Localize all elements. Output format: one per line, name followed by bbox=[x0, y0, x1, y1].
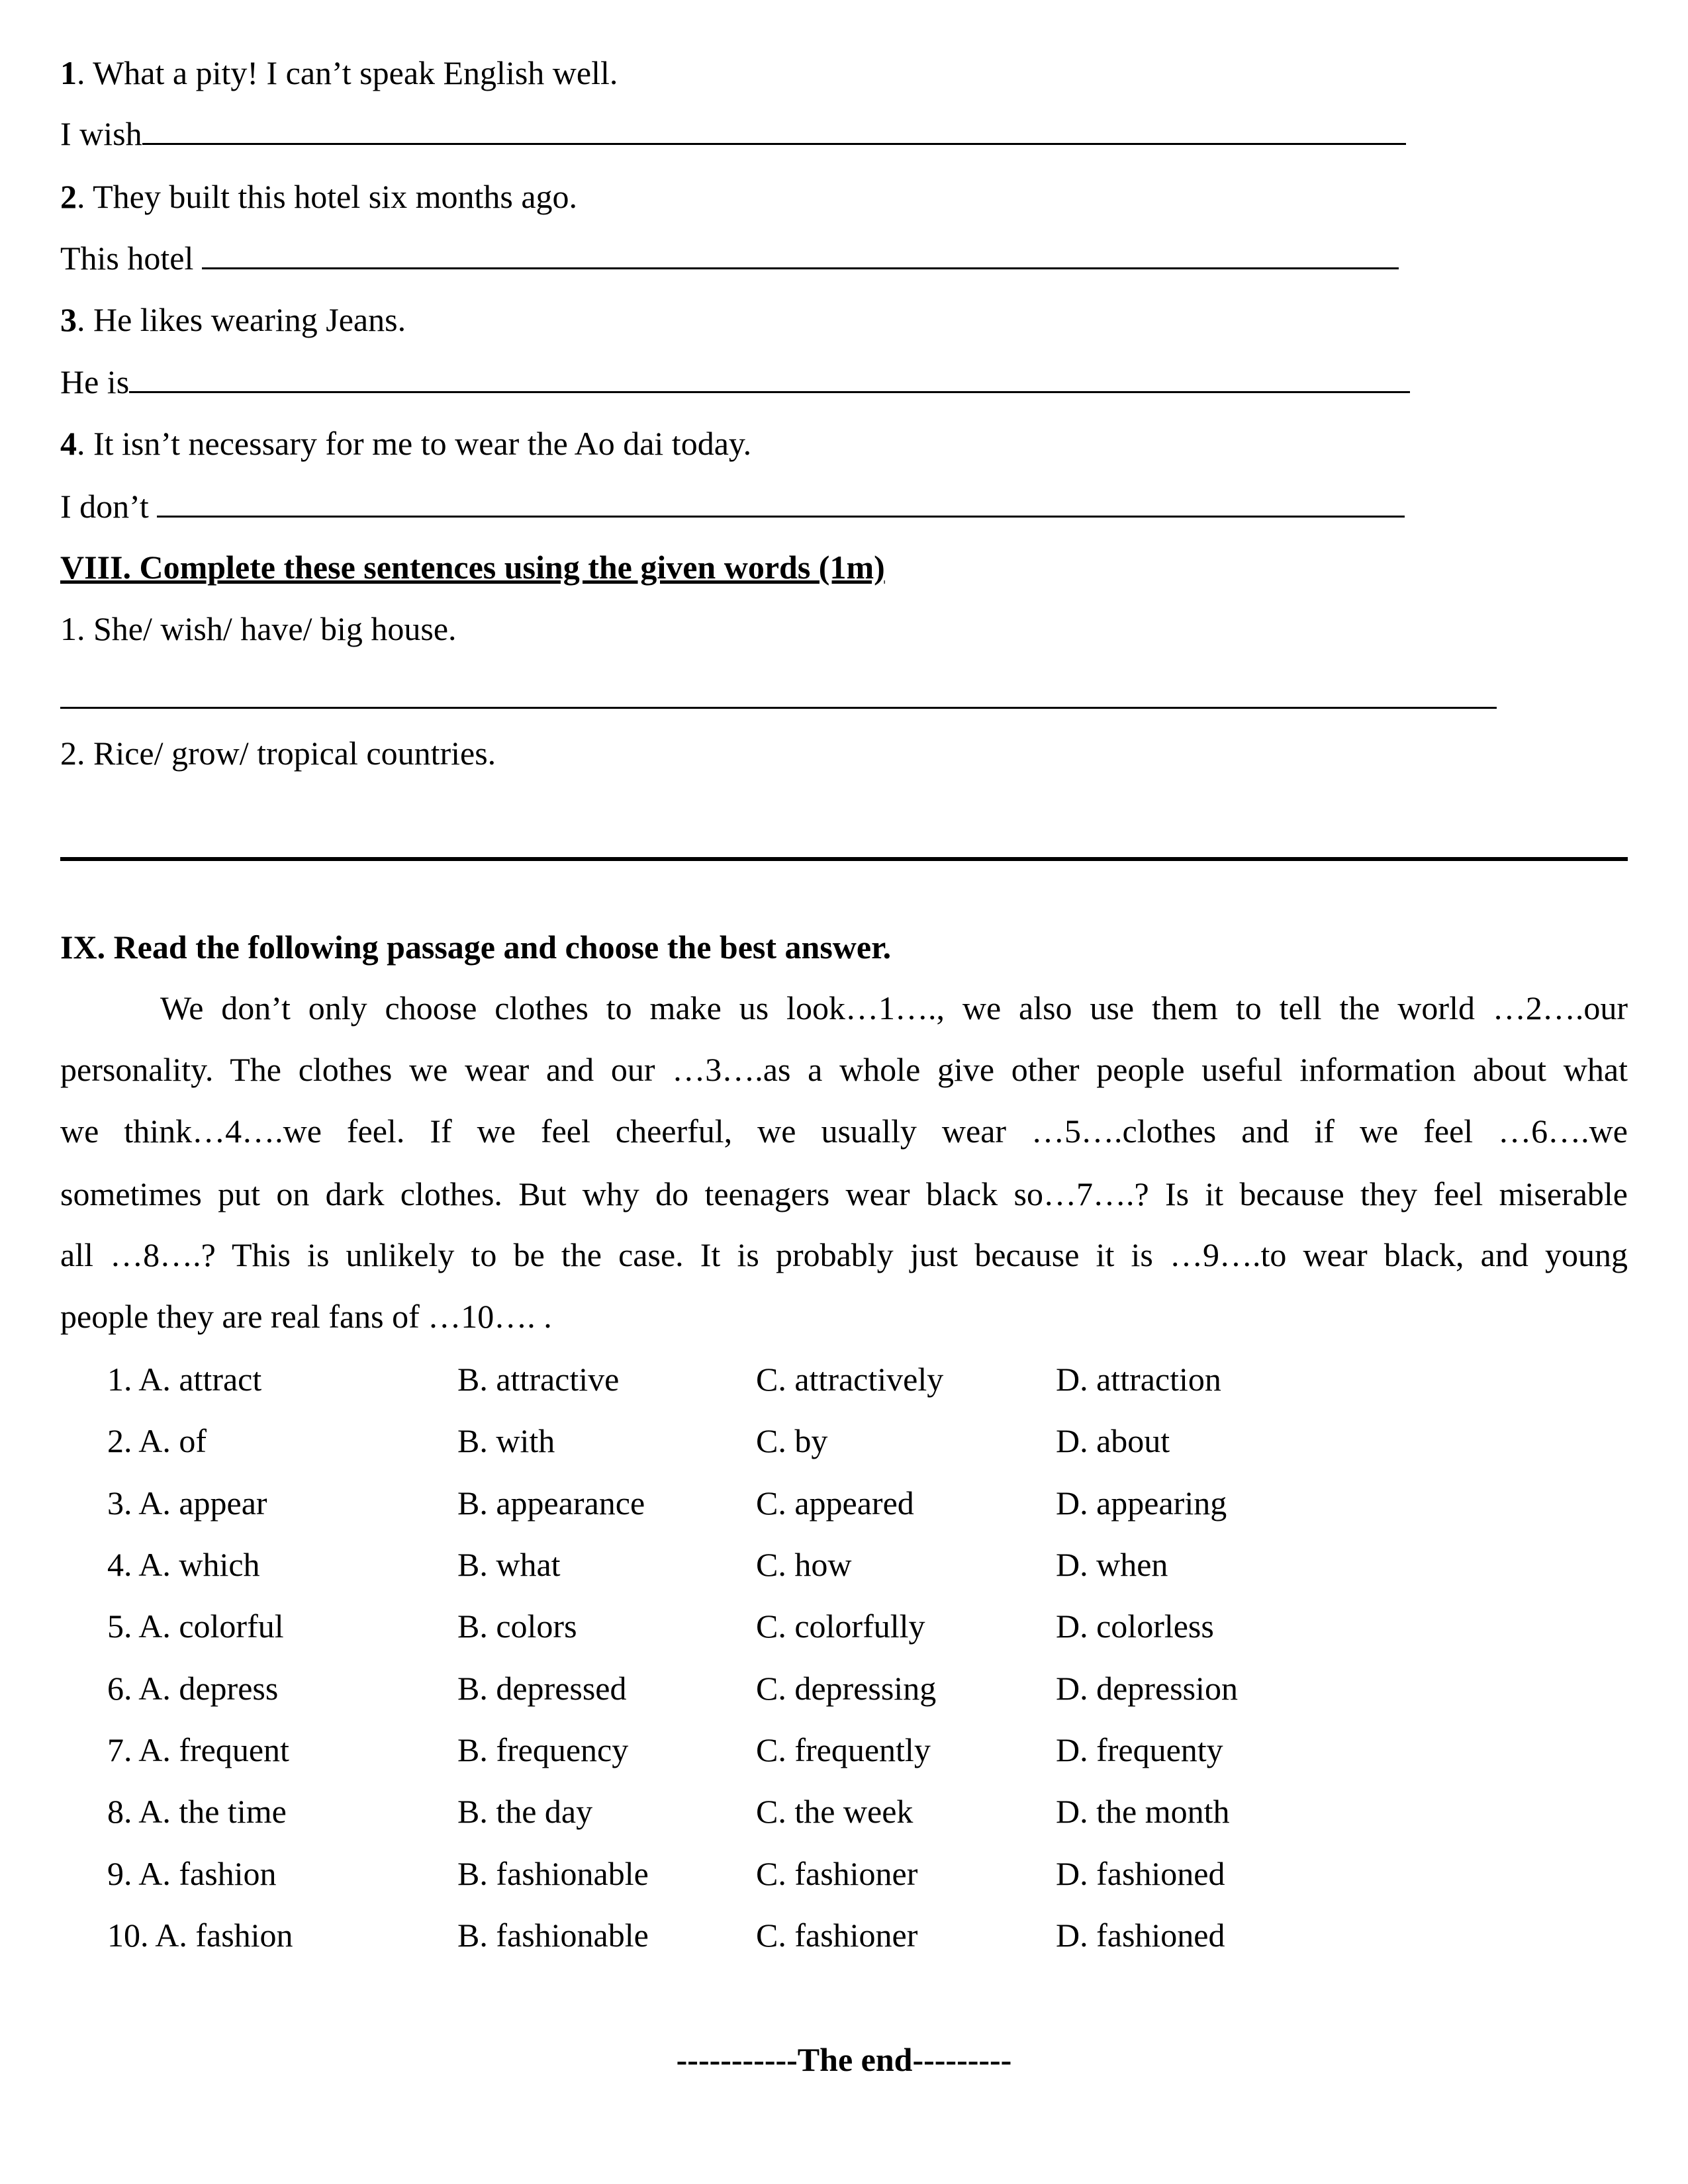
option-7-d[interactable]: D. frequenty bbox=[1056, 1731, 1223, 1768]
section-viii-title: VIII. Complete these sentences using the given words (1m) bbox=[60, 549, 885, 586]
option-10-b[interactable]: B. fashionable bbox=[457, 1916, 649, 1954]
option-2-d[interactable]: D. about bbox=[1056, 1422, 1170, 1460]
option-10-a[interactable]: 10. A. fashion bbox=[107, 1916, 293, 1954]
option-10-c[interactable]: C. fashioner bbox=[756, 1916, 918, 1954]
option-4-c[interactable]: C. how bbox=[756, 1545, 852, 1583]
option-8-a[interactable]: 8. A. the time bbox=[107, 1793, 287, 1831]
option-8-b[interactable]: B. the day bbox=[457, 1793, 593, 1831]
answer-line-viii-2[interactable] bbox=[60, 857, 1628, 861]
passage-line: all …8….? This is unlikely to be the case. It is probably just because it is …9….to wear black, and young bbox=[60, 1236, 1628, 1274]
option-7-a[interactable]: 7. A. frequent bbox=[107, 1731, 289, 1768]
option-9-d[interactable]: D. fashioned bbox=[1056, 1854, 1225, 1892]
rewrite-line-1 bbox=[60, 114, 1406, 154]
rewrite-prompt: He is bbox=[60, 363, 130, 401]
option-5-d[interactable]: D. colorless bbox=[1056, 1608, 1214, 1645]
passage-line: We don’t only choose clothes to make us look…1…., we also use them to tell the world …2….our bbox=[160, 989, 1628, 1027]
section-ix-title: IX. Read the following passage and choose the best answer. bbox=[60, 929, 892, 966]
viii-item-2: 2. Rice/ grow/ tropical countries. bbox=[60, 735, 496, 772]
option-9-a[interactable]: 9. A. fashion bbox=[107, 1854, 277, 1892]
the-end: -----------The end--------- bbox=[676, 2041, 1012, 2078]
option-6-d[interactable]: D. depression bbox=[1056, 1669, 1238, 1707]
option-3-b[interactable]: B. appearance bbox=[457, 1484, 645, 1522]
option-10-d[interactable]: D. fashioned bbox=[1056, 1916, 1225, 1954]
answer-blank[interactable] bbox=[142, 114, 1406, 145]
option-5-b[interactable]: B. colors bbox=[457, 1608, 577, 1645]
option-2-c[interactable]: C. by bbox=[756, 1422, 828, 1460]
question-2 bbox=[60, 177, 577, 216]
option-1-b[interactable]: B. attractive bbox=[457, 1360, 620, 1398]
rewrite-line-4 bbox=[60, 486, 1405, 526]
question-text: . He likes wearing Jeans. bbox=[77, 300, 406, 338]
question-number: 1 bbox=[60, 54, 77, 91]
question-text: . It isn’t necessary for me to wear the Ao dai today. bbox=[77, 425, 752, 463]
rewrite-prompt: I don’t bbox=[60, 487, 158, 525]
option-4-a[interactable]: 4. A. which bbox=[107, 1545, 260, 1583]
question-1 bbox=[60, 53, 618, 93]
question-text: . They built this hotel six months ago. bbox=[77, 178, 578, 216]
rewrite-prompt: I wish bbox=[60, 115, 142, 153]
answer-blank[interactable] bbox=[202, 238, 1399, 269]
question-text: . What a pity! I can’t speak English well. bbox=[77, 54, 618, 91]
option-6-c[interactable]: C. depressing bbox=[756, 1669, 937, 1707]
option-7-c[interactable]: C. frequently bbox=[756, 1731, 931, 1768]
passage-line: sometimes put on dark clothes. But why do teenagers wear black so…7….? Is it because they feel miserable bbox=[60, 1175, 1628, 1212]
option-5-a[interactable]: 5. A. colorful bbox=[107, 1608, 284, 1645]
option-1-a[interactable]: 1. A. attract bbox=[107, 1360, 262, 1398]
option-9-b[interactable]: B. fashionable bbox=[457, 1854, 649, 1892]
passage-line: we think…4….we feel. If we feel cheerful, we usually wear …5….clothes and if we feel …6….we bbox=[60, 1112, 1628, 1150]
option-4-d[interactable]: D. when bbox=[1056, 1545, 1168, 1583]
viii-item-1: 1. She/ wish/ have/ big house. bbox=[60, 610, 457, 647]
passage-line: people they are real fans of …10…. . bbox=[60, 1298, 552, 1335]
question-4 bbox=[60, 424, 751, 463]
answer-line-viii-1[interactable] bbox=[60, 707, 1497, 709]
question-number: 3 bbox=[60, 300, 77, 338]
question-number: 2 bbox=[60, 178, 77, 216]
option-8-c[interactable]: C. the week bbox=[756, 1793, 914, 1831]
answer-blank[interactable] bbox=[157, 486, 1404, 518]
question-number: 4 bbox=[60, 425, 77, 463]
option-3-a[interactable]: 3. A. appear bbox=[107, 1484, 267, 1522]
passage-line: personality. The clothes we wear and our …3….as a whole give other people useful information about what bbox=[60, 1051, 1628, 1089]
rewrite-prompt: This hotel bbox=[60, 239, 202, 277]
option-4-b[interactable]: B. what bbox=[457, 1545, 561, 1583]
answer-blank[interactable] bbox=[129, 362, 1410, 393]
option-1-d[interactable]: D. attraction bbox=[1056, 1360, 1221, 1398]
option-3-c[interactable]: C. appeared bbox=[756, 1484, 914, 1522]
option-9-c[interactable]: C. fashioner bbox=[756, 1854, 918, 1892]
rewrite-line-2 bbox=[60, 238, 1399, 278]
option-2-b[interactable]: B. with bbox=[457, 1422, 555, 1460]
option-5-c[interactable]: C. colorfully bbox=[756, 1608, 925, 1645]
option-6-a[interactable]: 6. A. depress bbox=[107, 1669, 279, 1707]
question-3 bbox=[60, 300, 406, 340]
option-7-b[interactable]: B. frequency bbox=[457, 1731, 629, 1768]
option-6-b[interactable]: B. depressed bbox=[457, 1669, 627, 1707]
option-1-c[interactable]: C. attractively bbox=[756, 1360, 944, 1398]
option-3-d[interactable]: D. appearing bbox=[1056, 1484, 1227, 1522]
rewrite-line-3 bbox=[60, 362, 1410, 402]
option-2-a[interactable]: 2. A. of bbox=[107, 1422, 207, 1460]
option-8-d[interactable]: D. the month bbox=[1056, 1793, 1230, 1831]
